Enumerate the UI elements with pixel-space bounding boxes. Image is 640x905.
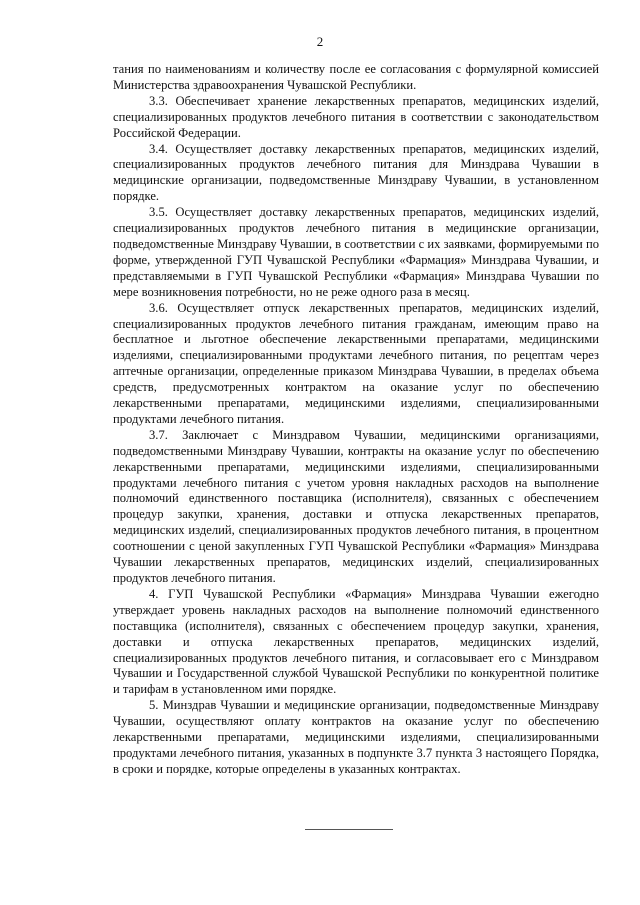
paragraph-3-4: 3.4. Осуществляет доставку лекарственных препаратов, медицинских изделий, специализированных продуктов лечебного питания для Минздрава Чувашии в медицинские организации, подведомственные Минздраву Чувашии, в установленном порядке. <box>113 141 599 204</box>
document-body <box>113 62 599 778</box>
end-separator-line <box>305 829 393 830</box>
paragraph-3-6: 3.6. Осуществляет отпуск лекарственных препаратов, медицинских изделий, специализированных продуктов лечебного питания гражданам, имеющим право на бесплатное и льготное обеспечение лекарственными препаратами, медицинскими изделиями, специализированными продуктами лечебного питания, по рецептам через аптечные организации, определенные приказом Минздрава Чувашии, в пределах объема средств, предусмотренных контрактом на оказание услуг по обеспечению лекарственными препаратами, медицинскими изделиями, специализированными продуктами лечебного питания. <box>113 300 599 426</box>
page-number: 2 <box>316 34 324 49</box>
paragraph-continuation: тания по наименованиям и количеству после ее согласования с формулярной комиссией Министерства здравоохранения Чувашской Республики. <box>113 62 599 92</box>
paragraph-5: 5. Минздрав Чувашии и медицинские организации, подведомственные Минздраву Чувашии, осуществляют оплату контрактов на оказание услуг по обеспечению лекарственными препаратами, медицинскими изделиями, специализированными продуктами лечебного питания, указанных в подпункте 3.7 пункта 3 настоящего Порядка, в сроки и порядке, которые определены в указанных контрактах. <box>113 698 599 776</box>
paragraph-3-5: 3.5. Осуществляет доставку лекарственных препаратов, медицинских изделий, специализированных продуктов лечебного питания в медицинские организации, подведомственные Минздраву Чувашии, в соответствии с их заявками, формируемыми по форме, утвержденной ГУП Чувашской Республики «Фармация» Минздрава Чувашии, и представляемыми в ГУП Чувашской Республики «Фармация» Минздрава Чувашии по мере возникновения потребности, но не реже одного раза в месяц. <box>113 205 599 299</box>
paragraph-3-3: 3.3. Обеспечивает хранение лекарственных препаратов, медицинских изделий, специализированных продуктов лечебного питания в соответствии с законодательством Российской Федерации. <box>113 93 599 140</box>
paragraph-4: 4. ГУП Чувашской Республики «Фармация» Минздрава Чувашии ежегодно утверждает уровень накладных расходов на выполнение полномочий единственного поставщика (исполнителя), связанных с обеспечением процедур закупки, хранения, доставки и отпуска лекарственных препаратов, медицинских изделий, специализированных продуктов лечебного питания, и согласовывает его с Минздравом Чувашии и Государственной службой Чувашской Республики по конкурентной политике и тарифам в установленном ими порядке. <box>113 586 599 697</box>
paragraph-3-7: 3.7. Заключает с Минздравом Чувашии, медицинскими организациями, подведомственными Минздраву Чувашии, контракты на оказание услуг по обеспечению лекарственными препаратами, медицинскими изделиями, специализированными продуктами лечебного питания с учетом уровня накладных расходов на выполнение полномочий единственного поставщика (исполнителя), связанных с обеспечением процедур закупки, хранения, доставки и отпуска лекарственных препаратов, медицинских изделий, специализированных продуктов лечебного питания, в процентном соотношении с ценой закупленных ГУП Чувашской Республики «Фармация» Минздрава Чувашии лекарственных препаратов, медицинских изделий, специализированных продуктов лечебного питания. <box>113 427 599 585</box>
